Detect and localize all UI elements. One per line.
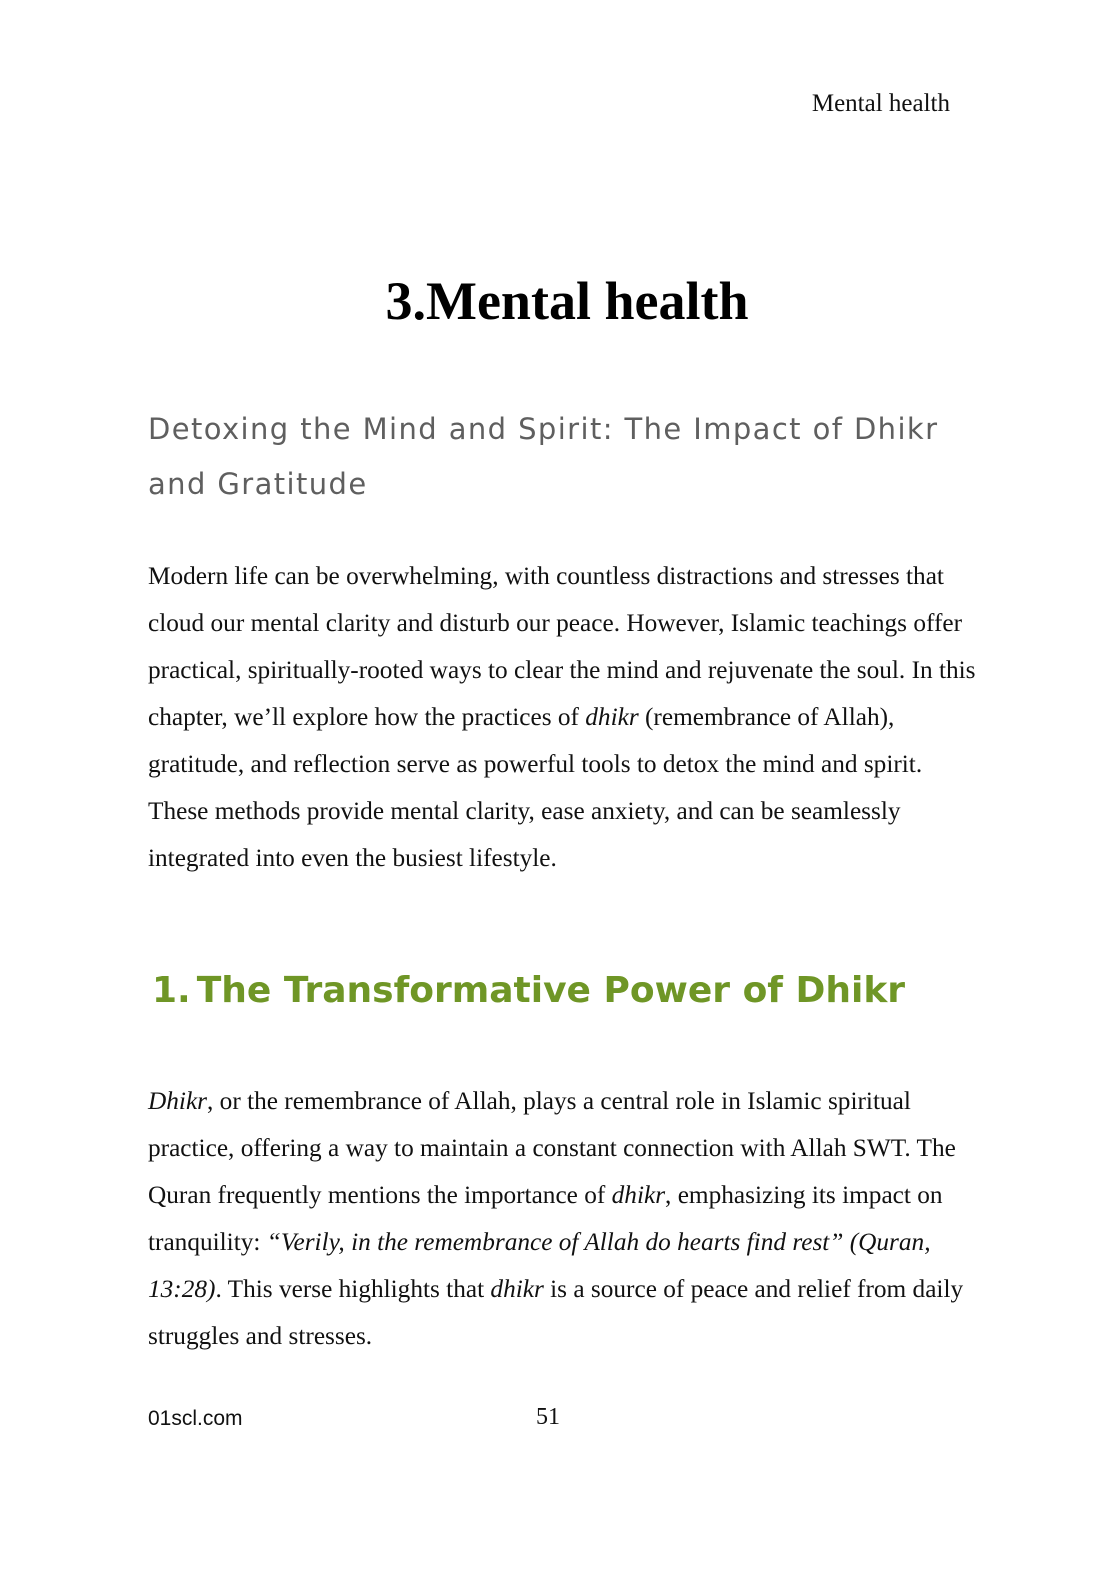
intro-text-1: Modern life can be overwhelming, with countless distractions and stresses that cloud our mental clarity and disturb our peace. However, Islamic teachings offer practical, spiritually-rooted ways to clear the mind and rejuvenate the soul. In this chapter, we’ll explore how the practices of <box>148 562 976 731</box>
dhikr-text-3: . This verse highlights that <box>215 1275 491 1303</box>
footer-site: 01scl.com <box>148 1407 243 1430</box>
intro-italic-dhikr: dhikr <box>585 703 639 731</box>
chapter-subtitle: Detoxing the Mind and Spirit: The Impact of Dhikr and Gratitude <box>148 412 939 501</box>
intro-paragraph <box>148 553 978 882</box>
intro-text-2: (remembrance of Allah), gratitude, and reflection serve as powerful tools to detox the mind and spirit. These methods provide mental clarity, ease anxiety, and can be seamlessly integrated into even the busiest lifestyle. <box>148 703 923 872</box>
dhikr-text-1: , or the remembrance of Allah, plays a central role in Islamic spiritual practice, offering a way to maintain a constant connection with Allah SWT. The Quran frequently mentions the importance of <box>148 1087 956 1209</box>
section-title: The Transformative Power of Dhikr <box>196 970 906 1011</box>
dhikr-paragraph <box>148 1078 978 1360</box>
dhikr-text-2: , emphasizing its impact on tranquility: <box>148 1181 943 1256</box>
section-number: 1. <box>152 970 191 1011</box>
running-header: Mental health <box>811 90 950 117</box>
quran-quote: “Verily, in the remembrance of Allah do hearts find rest” (Quran, 13:28) <box>148 1228 931 1303</box>
dhikr-italic-2: dhikr <box>611 1181 666 1209</box>
chapter-title: 3.Mental health <box>385 271 749 331</box>
page-number: 51 <box>536 1404 560 1430</box>
section-heading <box>152 970 905 1011</box>
dhikr-italic-1: Dhikr <box>148 1087 208 1115</box>
dhikr-italic-3: dhikr <box>490 1275 544 1303</box>
dhikr-text-4: is a source of peace and relief from daily struggles and stresses. <box>148 1275 964 1350</box>
